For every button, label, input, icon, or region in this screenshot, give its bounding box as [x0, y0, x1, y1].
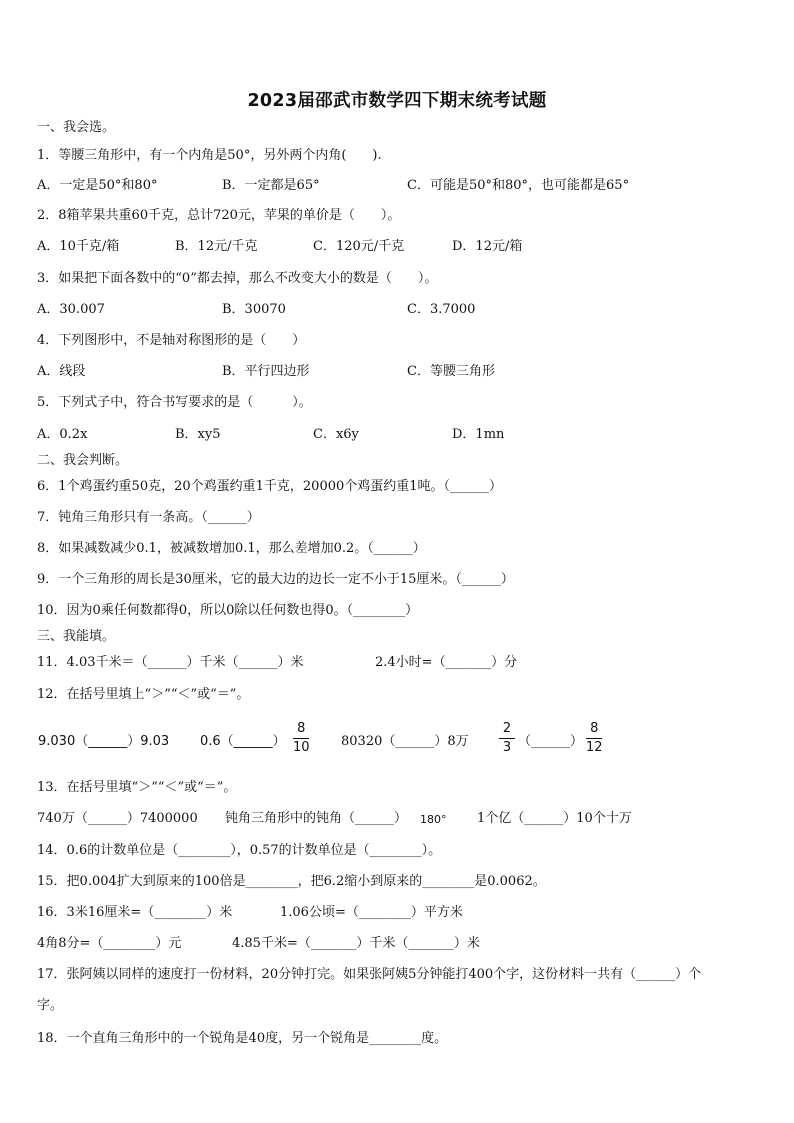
q5-option-a: A．0.2x — [37, 427, 88, 442]
q1-option-b: B．一定都是65° — [222, 178, 320, 193]
question-16-part-c: 4角8分=（________）元 — [37, 936, 182, 951]
q3-option-c: C．3.7000 — [407, 302, 476, 317]
q4-option-c: C．等腰三角形 — [407, 364, 495, 379]
q2-option-a: A．10千克/箱 — [37, 239, 120, 254]
fraction-numerator: 8 — [590, 721, 599, 736]
q13-item-2: 钝角三角形中的钝角（______） — [225, 811, 408, 826]
q12-item-4: （______） — [518, 734, 584, 749]
question-15: 15．把0.004扩大到原来的100倍是________，把6.2缩小到原来的________是0.0062。 — [37, 874, 546, 889]
fraction-bar — [499, 738, 515, 739]
q3-option-a: A．30.007 — [37, 302, 105, 317]
q12-item-2: 0.6（______） — [200, 734, 286, 749]
fraction-denominator: 12 — [586, 740, 603, 755]
q12-item-3: 80320（______）8万 — [341, 734, 469, 749]
question-8: 8．如果减数减少0.1，被减数增加0.1，那么差增加0.2。（______） — [37, 541, 426, 556]
question-9: 9．一个三角形的周长是30厘米，它的最大边的边长一定不小于15厘米。（______） — [37, 572, 514, 587]
fraction-8-10 — [293, 721, 310, 756]
fraction-numerator: 2 — [502, 721, 512, 736]
fraction-denominator: 3 — [502, 740, 512, 755]
fraction-numerator: 8 — [297, 721, 306, 736]
section-heading-3: 三、我能填。 — [37, 629, 116, 644]
question-1: 1．等腰三角形中，有一个内角是50°，另外两个内角( ). — [37, 148, 382, 163]
q5-option-c: C．x6y — [313, 427, 359, 442]
question-16-part-a: 16．3米16厘米=（________）米 — [37, 905, 233, 920]
q1-option-a: A．一定是50°和80° — [37, 178, 158, 193]
question-17: 17．张阿姨以同样的速度打一份材料，20分钟打完。如果张阿姨5分钟能打400个字，这份材料一共有（______）个 — [37, 967, 702, 982]
q5-option-d: D．1mn — [452, 427, 505, 442]
question-10: 10．因为0乘任何数都得0，所以0除以任何数也得0。（________） — [37, 603, 419, 618]
q2-option-d: D．12元/箱 — [452, 239, 523, 254]
q4-option-b: B．平行四边形 — [222, 364, 310, 379]
question-12: 12．在括号里填上“＞”“＜”或“＝”。 — [37, 687, 250, 702]
q13-item-3: 1个亿（______）10个十万 — [477, 811, 632, 826]
question-18: 18．一个直角三角形中的一个锐角是40度，另一个锐角是________度。 — [37, 1031, 448, 1046]
question-16-part-d: 4.85千米=（_______）千米（_______）米 — [232, 936, 480, 951]
question-6: 6．1个鸡蛋约重50克，20个鸡蛋约重1千克，20000个鸡蛋约重1吨。（______） — [37, 479, 503, 494]
question-11-part-b: 2.4小时=（_______）分 — [375, 655, 518, 670]
question-17-continued: 字。 — [37, 998, 64, 1013]
question-3: 3．如果把下面各数中的“0”都去掉，那么不改变大小的数是（ ）。 — [37, 271, 438, 286]
question-14: 14．0.6的计数单位是（________），0.57的计数单位是（________）。 — [37, 843, 442, 858]
section-heading-2: 二、我会判断。 — [37, 453, 129, 468]
fraction-8-12 — [586, 721, 603, 756]
question-13: 13．在括号里填“＞”“＜”或“＝”。 — [37, 780, 237, 795]
fraction-bar — [293, 738, 309, 739]
q3-option-b: B．30070 — [222, 302, 286, 317]
q2-option-c: C．120元/千克 — [313, 239, 405, 254]
question-11-part-a: 11．4.03千米＝（______）千米（______）米 — [37, 655, 304, 670]
q2-option-b: B．12元/千克 — [175, 239, 258, 254]
question-5: 5．下列式子中，符合书写要求的是（ ）。 — [37, 395, 312, 410]
q13-item-2-value: 180° — [420, 813, 447, 826]
question-7: 7．钝角三角形只有一条高。（______） — [37, 510, 260, 525]
fraction-denominator: 10 — [293, 740, 310, 755]
question-2: 2．8箱苹果共重60千克，总计720元，苹果的单价是（ ）。 — [37, 208, 401, 223]
section-heading-1: 一、我会选。 — [37, 120, 116, 135]
q4-option-a: A．线段 — [37, 364, 86, 379]
question-4: 4．下列图形中，不是轴对称图形的是（ ） — [37, 333, 306, 348]
question-16-part-b: 1.06公顷=（________）平方米 — [280, 905, 463, 920]
fraction-bar — [586, 738, 602, 739]
page-title: 2023届邵武市数学四下期末统考试题 — [247, 91, 547, 111]
q1-option-c: C．可能是50°和80°，也可能都是65° — [407, 178, 630, 193]
q5-option-b: B．xy5 — [175, 427, 221, 442]
fraction-2-3 — [499, 721, 515, 756]
q13-item-1: 740万（______）7400000 — [37, 811, 198, 826]
q12-item-1: 9.030（______）9.03 — [38, 734, 170, 749]
